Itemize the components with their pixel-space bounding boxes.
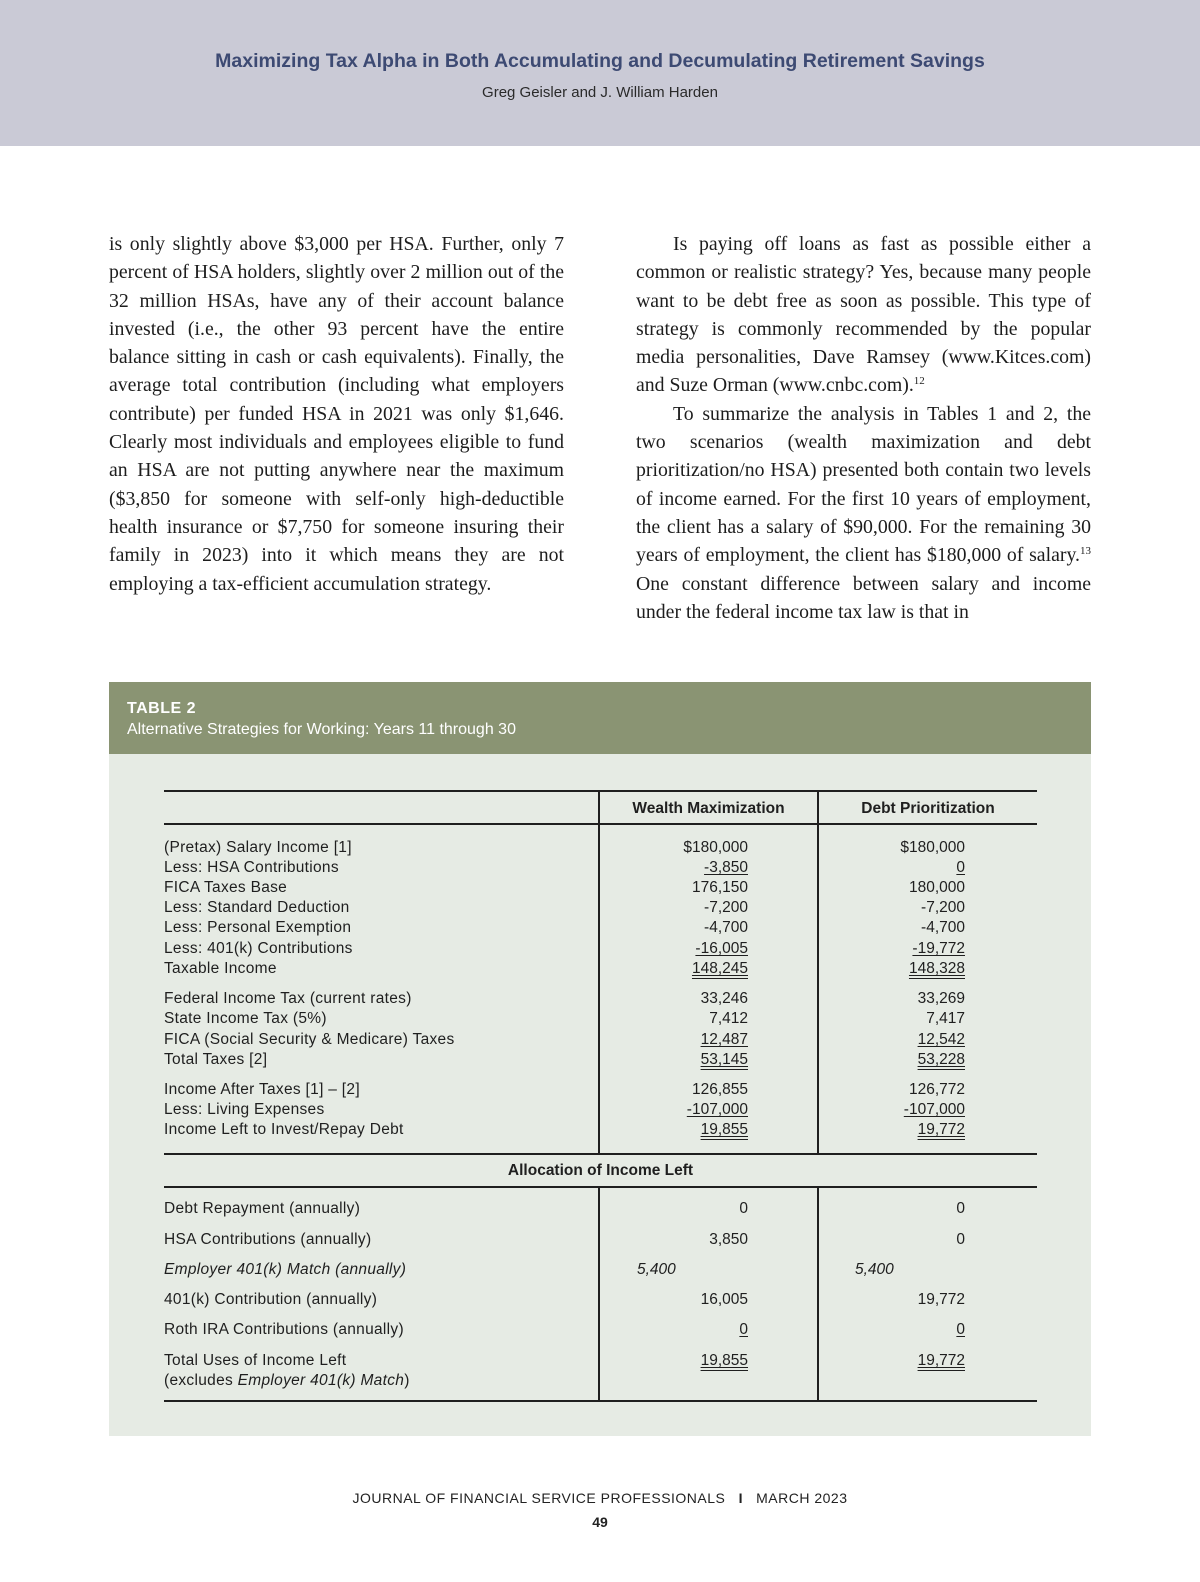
cell-debt: [815, 1031, 965, 1049]
footnote-ref: 13: [1080, 545, 1091, 558]
row-label: Employer 401(k) Match (annually): [164, 1261, 407, 1278]
row-label: 401(k) Contribution (annually): [164, 1291, 378, 1308]
cell-value: -3,850: [704, 859, 748, 876]
cell-wealth: [598, 859, 748, 877]
footer-separator: I: [738, 1490, 743, 1506]
row-label: Less: Personal Exemption: [164, 919, 352, 936]
cell-wealth: [598, 1352, 748, 1370]
cell-wealth: 33,246: [700, 990, 748, 1007]
cell-value: 53,228: [917, 1051, 965, 1068]
row-label: Roth IRA Contributions (annually): [164, 1321, 404, 1338]
row-label: State Income Tax (5%): [164, 1010, 327, 1027]
cell-wealth: [598, 1101, 748, 1119]
table-caption: Alternative Strategies for Working: Years 11 through 30: [127, 721, 516, 738]
table-heading: [109, 682, 1091, 754]
note-text: (excludes: [164, 1372, 238, 1389]
cell-wealth: [598, 1051, 748, 1069]
row-label: Less: 401(k) Contributions: [164, 940, 353, 957]
cell-value: 12,542: [917, 1031, 965, 1048]
cell-debt: $180,000: [900, 839, 965, 856]
row-label: FICA Taxes Base: [164, 879, 288, 896]
cell-debt: 19,772: [917, 1291, 965, 1308]
cell-value: 19,855: [700, 1121, 748, 1138]
cell-wealth: [598, 940, 748, 958]
cell-debt: 7,417: [926, 1010, 965, 1027]
cell-value: 0: [956, 859, 965, 876]
note-text: ): [404, 1372, 410, 1389]
note-text-italic: Employer 401(k) Match: [237, 1372, 405, 1389]
issue-date: MARCH 2023: [756, 1490, 848, 1506]
cell-wealth: 126,855: [691, 1081, 748, 1098]
body-paragraph: [636, 400, 1091, 626]
column-header-debt: Debt Prioritization: [861, 800, 995, 817]
table-rule: [164, 1400, 1037, 1402]
right-column: [636, 230, 1091, 626]
cell-debt: [815, 1321, 965, 1339]
cell-debt: 33,269: [917, 990, 965, 1007]
cell-wealth: -7,200: [704, 899, 748, 916]
body-paragraph: [636, 230, 1091, 400]
cell-wealth: [598, 1031, 748, 1049]
cell-debt: [815, 960, 965, 978]
row-label: Less: HSA Contributions: [164, 859, 339, 876]
row-label: Federal Income Tax (current rates): [164, 990, 412, 1007]
cell-debt: 0: [956, 1200, 965, 1217]
cell-value: 148,328: [908, 960, 965, 977]
row-label: Income After Taxes [1] – [2]: [164, 1081, 360, 1098]
cell-value: -107,000: [686, 1101, 748, 1118]
cell-value: 0: [956, 1321, 965, 1338]
row-label: Less: Standard Deduction: [164, 899, 350, 916]
paragraph-text: To summarize the analysis in Tables 1 and 2, the two scenarios (wealth maximization and debt prioritization/no HSA) presented both contain two levels of income earned. For the first 10 years of employment, the client has a salary of $90,000. For the remaining 30 years of employment, the client has $180,000 of salary.: [636, 402, 1091, 567]
footer-journal-line: [0, 1490, 1200, 1506]
cell-value: 0: [739, 1321, 748, 1338]
cell-value: 12,487: [700, 1031, 748, 1048]
row-label: Total Uses of Income Left: [164, 1352, 347, 1369]
cell-wealth: [598, 1121, 748, 1139]
cell-value: 19,772: [917, 1121, 965, 1138]
paragraph-text: Is paying off loans as fast as possible either a common or realistic strategy? Yes, because many people want to be debt free as soon as possible. This type of strategy is commonly recommended by the popular media personalities, Dave Ramsey (www.Kitces.com) and Suze Orman (www.cnbc.com).: [636, 233, 1091, 397]
running-header: [0, 0, 1200, 146]
cell-wealth: 7,412: [709, 1010, 748, 1027]
cell-debt: -4,700: [921, 919, 965, 936]
cell-wealth: 16,005: [700, 1291, 748, 1308]
cell-debt: [815, 1051, 965, 1069]
cell-debt: [815, 1121, 965, 1139]
table-rule: [164, 1186, 1037, 1188]
row-label: Income Left to Invest/Repay Debt: [164, 1121, 404, 1138]
cell-wealth: -4,700: [704, 919, 748, 936]
row-label: Less: Living Expenses: [164, 1101, 325, 1118]
cell-wealth: [598, 1321, 748, 1339]
cell-value: -107,000: [903, 1101, 965, 1118]
page-number: 49: [592, 1514, 608, 1530]
table-rule: [164, 823, 1037, 825]
allocation-header: Allocation of Income Left: [507, 1162, 694, 1179]
cell-wealth: 5,400: [637, 1261, 676, 1278]
row-label: FICA (Social Security & Medicare) Taxes: [164, 1031, 455, 1048]
left-column: [109, 230, 564, 598]
row-label: Debt Repayment (annually): [164, 1200, 361, 1217]
table-label: TABLE 2: [127, 700, 196, 717]
cell-value: 148,245: [691, 960, 748, 977]
row-label-note: [164, 1372, 410, 1390]
paragraph-text: One constant difference between salary and income under the federal income tax law is that in: [636, 572, 1091, 623]
cell-wealth: [598, 960, 748, 978]
cell-debt: [815, 1352, 965, 1370]
cell-wealth: 0: [739, 1200, 748, 1217]
row-label: (Pretax) Salary Income [1]: [164, 839, 352, 856]
body-paragraph: is only slightly above $3,000 per HSA. Further, only 7 percent of HSA holders, slightly over 2 million out of the 32 million HSAs, have any of their account balance invested (i.e., the other 93 percent have the entire balance sitting in cash or cash equivalents). Finally, the average total contribution (including what employers contribute) per funded HSA in 2021 was only $1,646. Clearly most individuals and employees eligible to fund an HSA are not putting anywhere near the maximum ($3,850 for someone with self-only high-deductible health insurance or $7,750 for someone insuring their family in 2023) into it which means they are not employing a tax-efficient accumulation strategy.: [109, 233, 564, 595]
cell-debt: 0: [956, 1231, 965, 1248]
cell-debt: 126,772: [908, 1081, 965, 1098]
row-label: Total Taxes [2]: [164, 1051, 268, 1068]
article-authors: Greg Geisler and J. William Harden: [482, 84, 718, 101]
cell-value: 53,145: [700, 1051, 748, 1068]
cell-wealth: $180,000: [683, 839, 748, 856]
row-label: Taxable Income: [164, 960, 277, 977]
column-header-wealth: Wealth Maximization: [632, 800, 785, 817]
cell-debt: [815, 1101, 965, 1119]
footnote-ref: 12: [913, 375, 925, 388]
cell-value: -16,005: [695, 940, 748, 957]
row-label: HSA Contributions (annually): [164, 1231, 372, 1248]
article-title: Maximizing Tax Alpha in Both Accumulating and Decumulating Retirement Savings: [215, 50, 985, 72]
cell-wealth: 176,150: [691, 879, 748, 896]
cell-debt: 5,400: [855, 1261, 894, 1278]
table-rule: [164, 1153, 1037, 1155]
cell-value: 19,772: [917, 1352, 965, 1369]
cell-wealth: 3,850: [709, 1231, 748, 1248]
table-rule: [164, 790, 1037, 792]
journal-name: JOURNAL OF FINANCIAL SERVICE PROFESSIONALS: [352, 1490, 726, 1506]
cell-debt: -7,200: [921, 899, 965, 916]
cell-debt: [815, 940, 965, 958]
cell-value: 19,855: [700, 1352, 748, 1369]
cell-value: -19,772: [912, 940, 965, 957]
cell-debt: 180,000: [908, 879, 965, 896]
cell-debt: [815, 859, 965, 877]
